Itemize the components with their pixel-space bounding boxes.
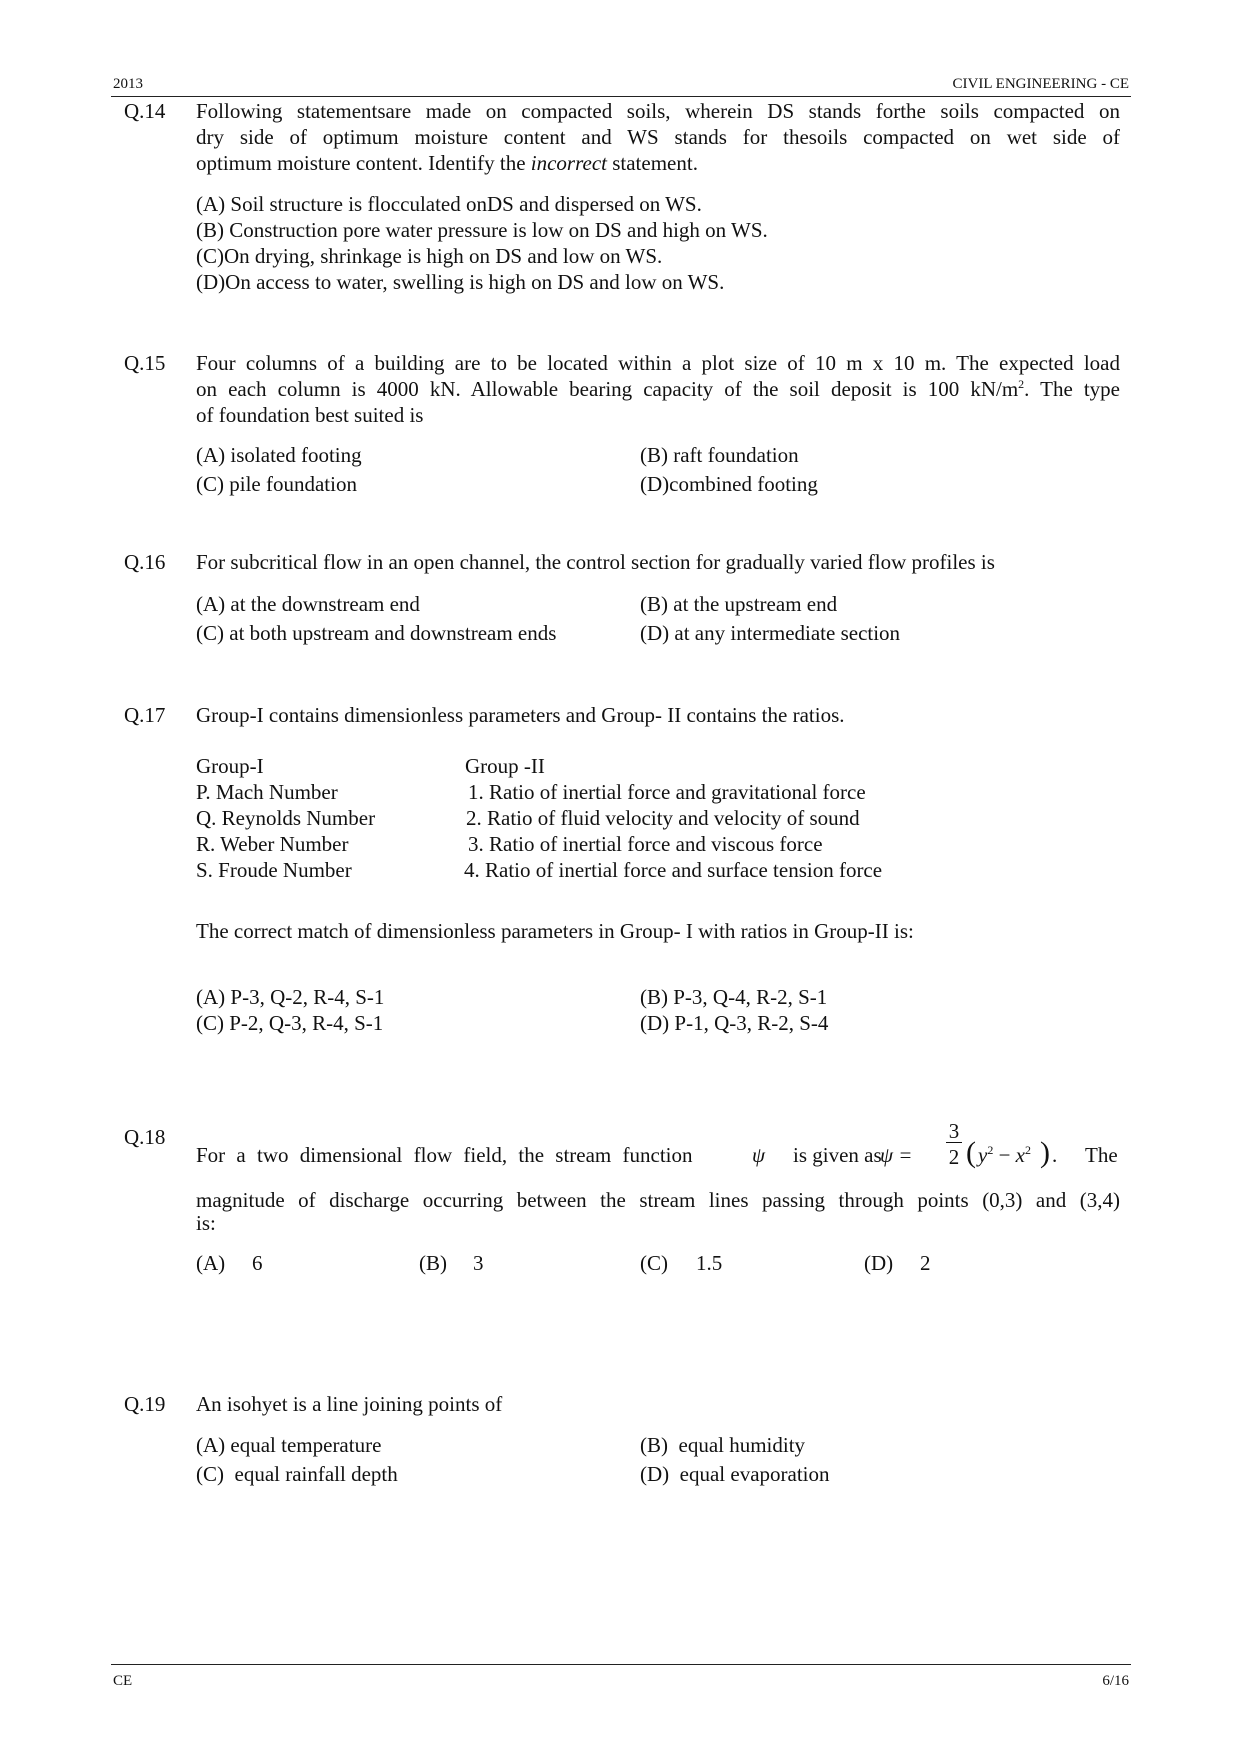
question-text: For subcritical flow in an open channel, the control section for gradually varied flow profiles is: [196, 550, 995, 574]
option-d: (D) equal evaporation: [640, 1462, 830, 1486]
question-text-line: For a two dimensional flow field, the stream function: [196, 1143, 693, 1167]
question-text-line: Following statementsare made on compacted soils, wherein DS stands forthe soils compacted on: [196, 99, 1120, 123]
option-a-value: 6: [252, 1251, 263, 1275]
equation-body: $y^2 - x^2$: [978, 1143, 1031, 1167]
option-c: (C) pile foundation: [196, 472, 357, 496]
group-1-header: Group-I: [196, 754, 264, 778]
question-number: Q.16: [124, 550, 166, 574]
option-a: (A) at the downstream end: [196, 592, 420, 616]
option-c: (C) at both upstream and downstream ends: [196, 621, 557, 645]
question-text-line: optimum moisture content. Identify the incorrect statement.: [196, 151, 698, 175]
option-a: (A) equal temperature: [196, 1433, 382, 1457]
superscript: 2: [1018, 377, 1025, 391]
option-b-label: (B): [419, 1251, 447, 1275]
option-a: (A) P-3, Q-2, R-4, S-1: [196, 985, 385, 1009]
question-number: Q.18: [124, 1125, 166, 1149]
group-1-item: P. Mach Number: [196, 780, 338, 804]
header-year: 2013: [113, 76, 143, 92]
footer-page-number: 6/16: [1102, 1673, 1129, 1689]
page-header: [111, 74, 1131, 97]
group-1-item: Q. Reynolds Number: [196, 806, 376, 830]
header-subject: CIVIL ENGINEERING - CE: [952, 76, 1129, 92]
group-2-item: 1. Ratio of inertial force and gravitational force: [468, 780, 866, 804]
group-2-item: 2. Ratio of fluid velocity and velocity of sound: [466, 806, 860, 830]
emphasis-incorrect: incorrect: [530, 151, 607, 175]
question-number: Q.19: [124, 1392, 166, 1416]
option-d: (D)On access to water, swelling is high on DS and low on WS.: [196, 270, 725, 294]
option-d-value: 2: [920, 1251, 931, 1275]
question-text-line: is:: [196, 1211, 216, 1235]
question-text: An isohyet is a line joining points of: [196, 1392, 503, 1416]
option-c-label: (C): [640, 1251, 668, 1275]
option-c-value: 1.5: [696, 1251, 723, 1275]
question-number: Q.17: [124, 703, 166, 727]
option-d: (D)combined footing: [640, 472, 818, 496]
question-text-fragment: is given as: [793, 1143, 882, 1167]
option-b: (B) P-3, Q-4, R-2, S-1: [640, 985, 828, 1009]
question-number: Q.15: [124, 351, 166, 375]
question-text-line: of foundation best suited is: [196, 403, 424, 427]
option-c: (C) P-2, Q-3, R-4, S-1: [196, 1011, 384, 1035]
group-2-header: Group -II: [465, 754, 545, 778]
fraction-numerator: 3: [946, 1120, 962, 1143]
question-text: Group-I contains dimensionless parameters and Group- II contains the ratios.: [196, 703, 845, 727]
option-c: (C)On drying, shrinkage is high on DS and low on WS.: [196, 244, 663, 268]
option-d: (D) P-1, Q-3, R-2, S-4: [640, 1011, 829, 1035]
option-d-label: (D): [864, 1251, 894, 1275]
option-a-label: (A): [196, 1251, 226, 1275]
question-prompt: The correct match of dimensionless parameters in Group- I with ratios in Group-II is:: [196, 919, 914, 943]
page-footer: [111, 1664, 1131, 1691]
question-text-line: Four columns of a building are to be located within a plot size of 10 m x 10 m. The expected load: [196, 351, 1120, 375]
fraction-denominator: 2: [948, 1145, 960, 1169]
equation-period: .: [1052, 1143, 1058, 1167]
option-b: (B) equal humidity: [640, 1433, 806, 1457]
right-paren: ): [1040, 1136, 1050, 1169]
question-text-line: on each column is 4000 kN. Allowable bearing capacity of the soil deposit is 100 $kN/m^2$. The type: [196, 377, 1120, 401]
question-number: Q.14: [124, 99, 166, 123]
option-c: (C) equal rainfall depth: [196, 1462, 398, 1486]
option-b: (B) Construction pore water pressure is low on DS and high on WS.: [196, 218, 768, 242]
option-b-value: 3: [473, 1251, 484, 1275]
psi-symbol: ψ: [752, 1143, 766, 1167]
question-text-line: dry side of optimum moisture content and WS stands for thesoils compacted on wet side of: [196, 125, 1120, 149]
option-d: (D) at any intermediate section: [640, 621, 901, 645]
group-1-item: S. Froude Number: [196, 858, 352, 882]
group-2-item: 4. Ratio of inertial force and surface tension force: [464, 858, 883, 882]
option-b: (B) at the upstream end: [640, 592, 838, 616]
left-paren: (: [966, 1136, 976, 1169]
question-text-line: magnitude of discharge occurring between the stream lines passing through points (0,3) and (3,4): [196, 1188, 1120, 1212]
group-1-item: R. Weber Number: [196, 832, 349, 856]
footer-code: CE: [113, 1673, 133, 1689]
option-a: (A) isolated footing: [196, 443, 362, 467]
option-b: (B) raft foundation: [640, 443, 799, 467]
stream-function-equation: ψ =: [880, 1143, 913, 1167]
group-2-item: 3. Ratio of inertial force and viscous force: [468, 832, 823, 856]
question-text-fragment: The: [1085, 1143, 1118, 1167]
option-a: (A) Soil structure is flocculated onDS and dispersed on WS.: [196, 192, 702, 216]
